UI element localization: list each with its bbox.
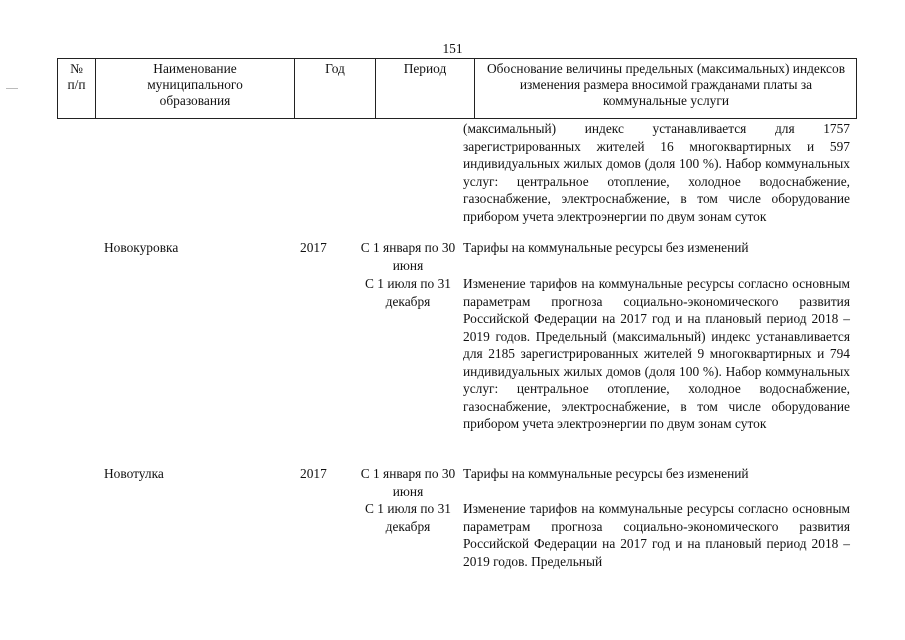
reason-first-half: Тарифы на коммунальные ресурсы без изменений bbox=[463, 466, 749, 481]
period-second-half: С 1 июля по 31 декабря bbox=[365, 501, 451, 534]
period-first-half: С 1 января по 30 июня bbox=[360, 466, 456, 499]
header-year: Год bbox=[294, 59, 375, 118]
continuation-text: (максимальный) индекс устанавливается для 1757 зарегистрированных жителей 16 многоквартирных и 597 индивидуальных жилых домов (доля 100 %). Набор коммунальных услуг: центральное отопление, холодное водоснабжение, газоснабжение, электроснабжение, в том числе оборудование прибором учета электроэнергии по двум зонам суток bbox=[463, 121, 850, 224]
period-second-half: С 1 июля по 31 декабря bbox=[365, 276, 451, 309]
reason-first-half: Тарифы на коммунальные ресурсы без изменений bbox=[463, 240, 749, 255]
reason-second-half: Изменение тарифов на коммунальные ресурсы согласно основным параметрам прогноза социально-экономического развития Российской Федерации на 2017 год и на плановый период 2018 – 2019 годов. Предельный bbox=[463, 501, 850, 569]
header-period: Период bbox=[375, 59, 474, 118]
period-first-half: С 1 января по 30 июня bbox=[360, 240, 456, 273]
year-value: 2017 bbox=[300, 240, 327, 255]
table-header bbox=[57, 58, 857, 119]
page-number: 151 bbox=[442, 41, 463, 56]
year-value: 2017 bbox=[300, 466, 327, 481]
municipality-name: Новотулка bbox=[104, 466, 164, 481]
header-reason: Обоснование величины предельных (максимальных) индексов изменения размера вносимой гражданами платы за коммунальные услуги bbox=[474, 59, 857, 118]
reason-second-half: Изменение тарифов на коммунальные ресурсы согласно основным параметрам прогноза социально-экономического развития Российской Федерации на 2017 год и на плановый период 2018 – 2019 годов. Предельный (максимальный) индекс устанавливается для 2185 зарегистрированных жителей 9 многоквартирных и 794 индивидуальных жилых домов (доля 100 %). Набор коммунальных услуг: центральное отопление, холодное водоснабжение, газоснабжение, электроснабжение, в том числе оборудование прибором учета электроэнергии по двум зонам суток bbox=[463, 276, 850, 431]
margin-mark bbox=[6, 88, 18, 89]
header-municipality: Наименование муниципального образования bbox=[95, 59, 294, 118]
header-number: № п/п bbox=[67, 61, 86, 92]
municipality-name: Новокуровка bbox=[104, 240, 179, 255]
